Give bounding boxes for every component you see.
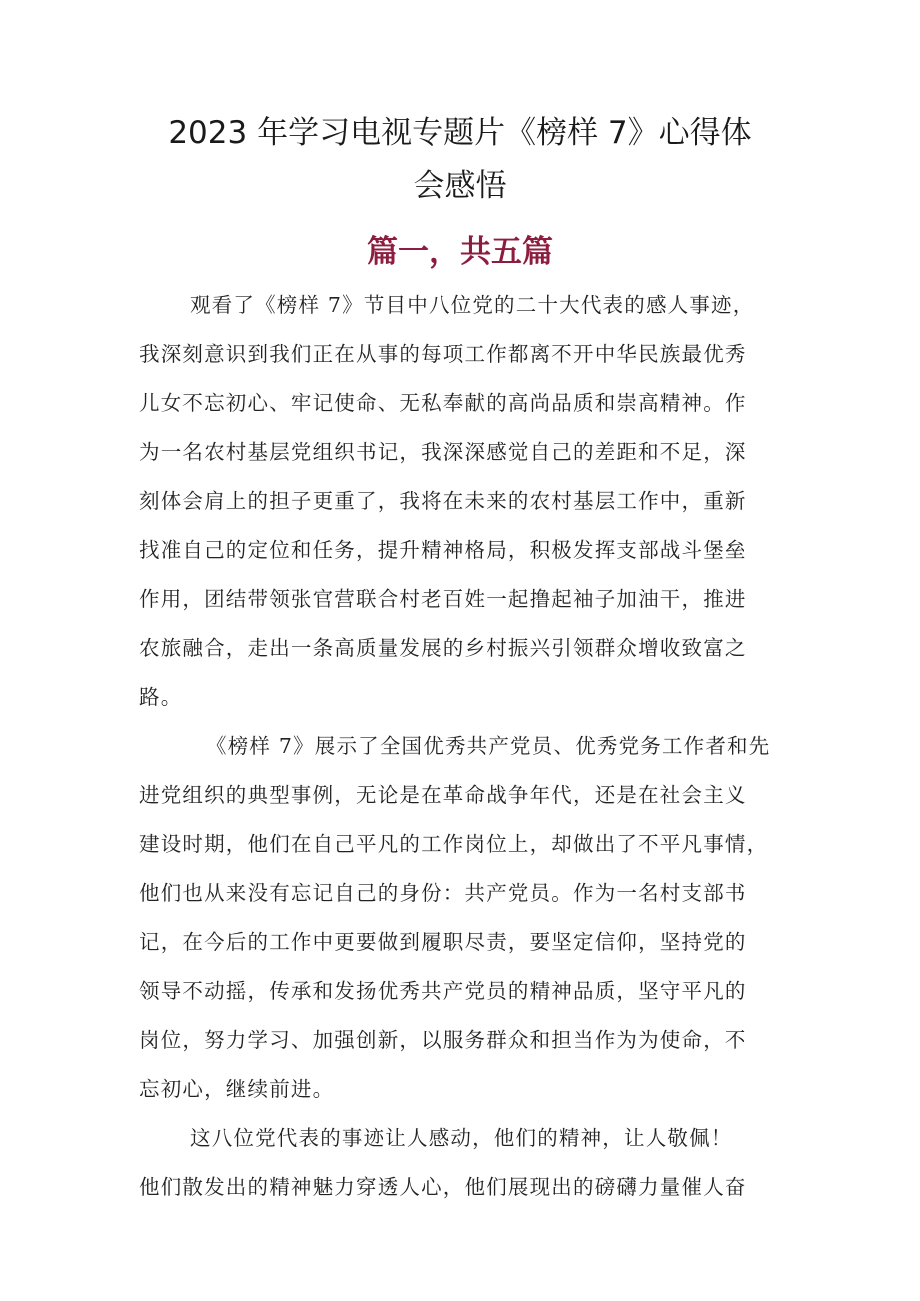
paragraph-2-line: 进党组织的典型事例，无论是在革命战争年代，还是在社会主义: [139, 783, 747, 807]
paragraph-1-line: 为一名农村基层党组织书记，我深深感觉自己的差距和不足，深: [139, 440, 747, 464]
paragraph-1-line: 作用，团结带领张官营联合村老百姓一起撸起袖子加油干，推进: [139, 587, 747, 611]
document-title-line-1: 2023 年学习电视专题片《榜样 7》心得体: [168, 115, 752, 151]
paragraph-3-line: 他们散发出的精神魅力穿透人心，他们展现出的磅礴力量催人奋: [139, 1175, 747, 1199]
paragraph-2-line: 记，在今后的工作中更要做到履职尽责，要坚定信仰，坚持党的: [139, 930, 747, 954]
paragraph-2-line: 他们也从来没有忘记自己的身份：共产党员。作为一名村支部书: [139, 881, 747, 905]
paragraph-1-line: 找准自己的定位和任务，提升精神格局，积极发挥支部战斗堡垒: [139, 538, 747, 562]
paragraph-2-line: 领导不动摇，传承和发扬优秀共产党员的精神品质，坚守平凡的: [139, 979, 747, 1003]
paragraph-1-line: 农旅融合，走出一条高质量发展的乡村振兴引领群众增收致富之: [139, 636, 747, 660]
section-heading: 篇一，共五篇: [367, 234, 553, 270]
paragraph-1-line: 我深刻意识到我们正在从事的每项工作都离不开中华民族最优秀: [139, 342, 747, 366]
paragraph-2-line: 《榜样 7》展示了全国优秀共产党员、优秀党务工作者和先: [206, 734, 771, 758]
paragraph-2-line: 岗位，努力学习、加强创新，以服务群众和担当作为为使命，不: [139, 1028, 747, 1052]
paragraph-2-line: 忘初心，继续前进。: [139, 1077, 335, 1101]
paragraph-2-line: 建设时期，他们在自己平凡的工作岗位上，却做出了不平凡事情，: [139, 832, 769, 856]
document-title-line-2: 会感悟: [413, 168, 507, 204]
paragraph-1-line: 刻体会肩上的担子更重了，我将在未来的农村基层工作中，重新: [139, 489, 747, 513]
paragraph-1-line: 观看了《榜样 7》节目中八位党的二十大代表的感人事迹，: [190, 293, 755, 317]
paragraph-3-line: 这八位党代表的事迹让人感动，他们的精神，让人敬佩！: [190, 1126, 733, 1150]
paragraph-1-line: 路。: [139, 685, 183, 709]
paragraph-1-line: 儿女不忘初心、牢记使命、无私奉献的高尚品质和崇高精神。作: [139, 391, 747, 415]
